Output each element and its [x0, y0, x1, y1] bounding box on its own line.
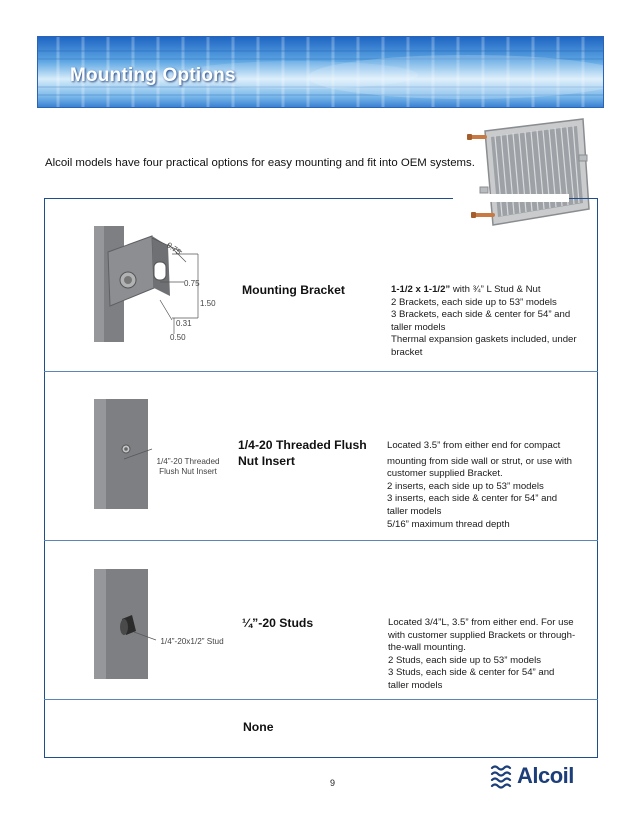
bracket-dim-4: 0.31 — [176, 319, 192, 328]
bracket-dim-1: 0.75 — [164, 240, 183, 257]
brand-logo-text: Alcoil — [517, 763, 574, 788]
desc-line: Located 3/4”L, 3.5” from either end. For use — [388, 617, 574, 628]
desc-line: 3 Brackets, each side & center for 54” and — [391, 309, 571, 321]
desc-line: 2 Studs, each side up to 53” models — [388, 654, 542, 666]
title-line: Nut Insert — [238, 454, 295, 468]
section-divider — [44, 371, 598, 372]
desc-line: the-wall mounting. — [388, 642, 466, 654]
stud-callout: 1/4”-20x1/2” Stud — [160, 637, 224, 646]
desc-line: with customer supplied Brackets or through- — [388, 629, 576, 641]
option-title-mounting-bracket: Mounting Bracket — [242, 283, 345, 297]
desc-line: 3 inserts, each side & center for 54” and — [387, 493, 558, 505]
desc-line: mounting from side wall or strut, or use with — [387, 455, 573, 467]
desc-line: taller models — [387, 505, 442, 517]
bracket-dim-2: 0.75 — [184, 279, 200, 288]
desc-lead-rest: with ¾” L Stud & Nut — [450, 284, 541, 295]
frame-gap — [453, 194, 569, 202]
desc-line: 3 Studs, each side & center for 54” and — [388, 667, 555, 679]
desc-line: 5/16” maximum thread depth — [387, 518, 510, 530]
callout-leader — [134, 630, 158, 642]
page-title: Mounting Options — [70, 65, 236, 86]
header-banner — [37, 36, 604, 108]
bracket-dim-5: 0.50 — [170, 333, 186, 342]
desc-line: 2 inserts, each side up to 53” models — [387, 480, 544, 492]
desc-lead-line — [391, 284, 591, 297]
title-line: 1/4-20 Threaded Flush — [238, 438, 367, 452]
intro-text: Alcoil models have four practical options for easy mounting and fit into OEM systems. — [45, 157, 475, 169]
desc-line: customer supplied Bracket. — [387, 468, 503, 480]
stud-illustration — [92, 567, 152, 682]
section-divider — [44, 540, 598, 541]
option-desc-flush-nut — [387, 440, 587, 531]
desc-line: taller models — [391, 321, 446, 333]
desc-line: Located 3.5” from either end for compact — [387, 440, 561, 451]
mounting-bracket-illustration — [90, 222, 230, 346]
option-desc-studs — [388, 617, 588, 693]
desc-line: taller models — [388, 679, 443, 691]
desc-line: Thermal expansion gaskets included, under — [391, 334, 577, 346]
desc-line: 2 Brackets, each side up to 53” models — [391, 296, 557, 308]
desc-lead-bold: 1-1/2 x 1-1/2” — [391, 284, 451, 295]
page-number: 9 — [330, 778, 336, 788]
option-title-none: None — [243, 720, 274, 734]
option-title-studs: ¼”-20 Studs — [242, 616, 314, 630]
desc-line: bracket — [391, 346, 423, 358]
bracket-dim-3: 1.50 — [200, 299, 216, 308]
option-title-flush-nut — [238, 437, 367, 469]
callout-line: 1/4”-20 Threaded — [156, 457, 220, 466]
option-desc-mounting-bracket — [391, 284, 591, 360]
callout-line: Flush Nut Insert — [159, 467, 217, 476]
section-divider — [44, 699, 598, 700]
flush-nut-callout — [150, 457, 226, 477]
